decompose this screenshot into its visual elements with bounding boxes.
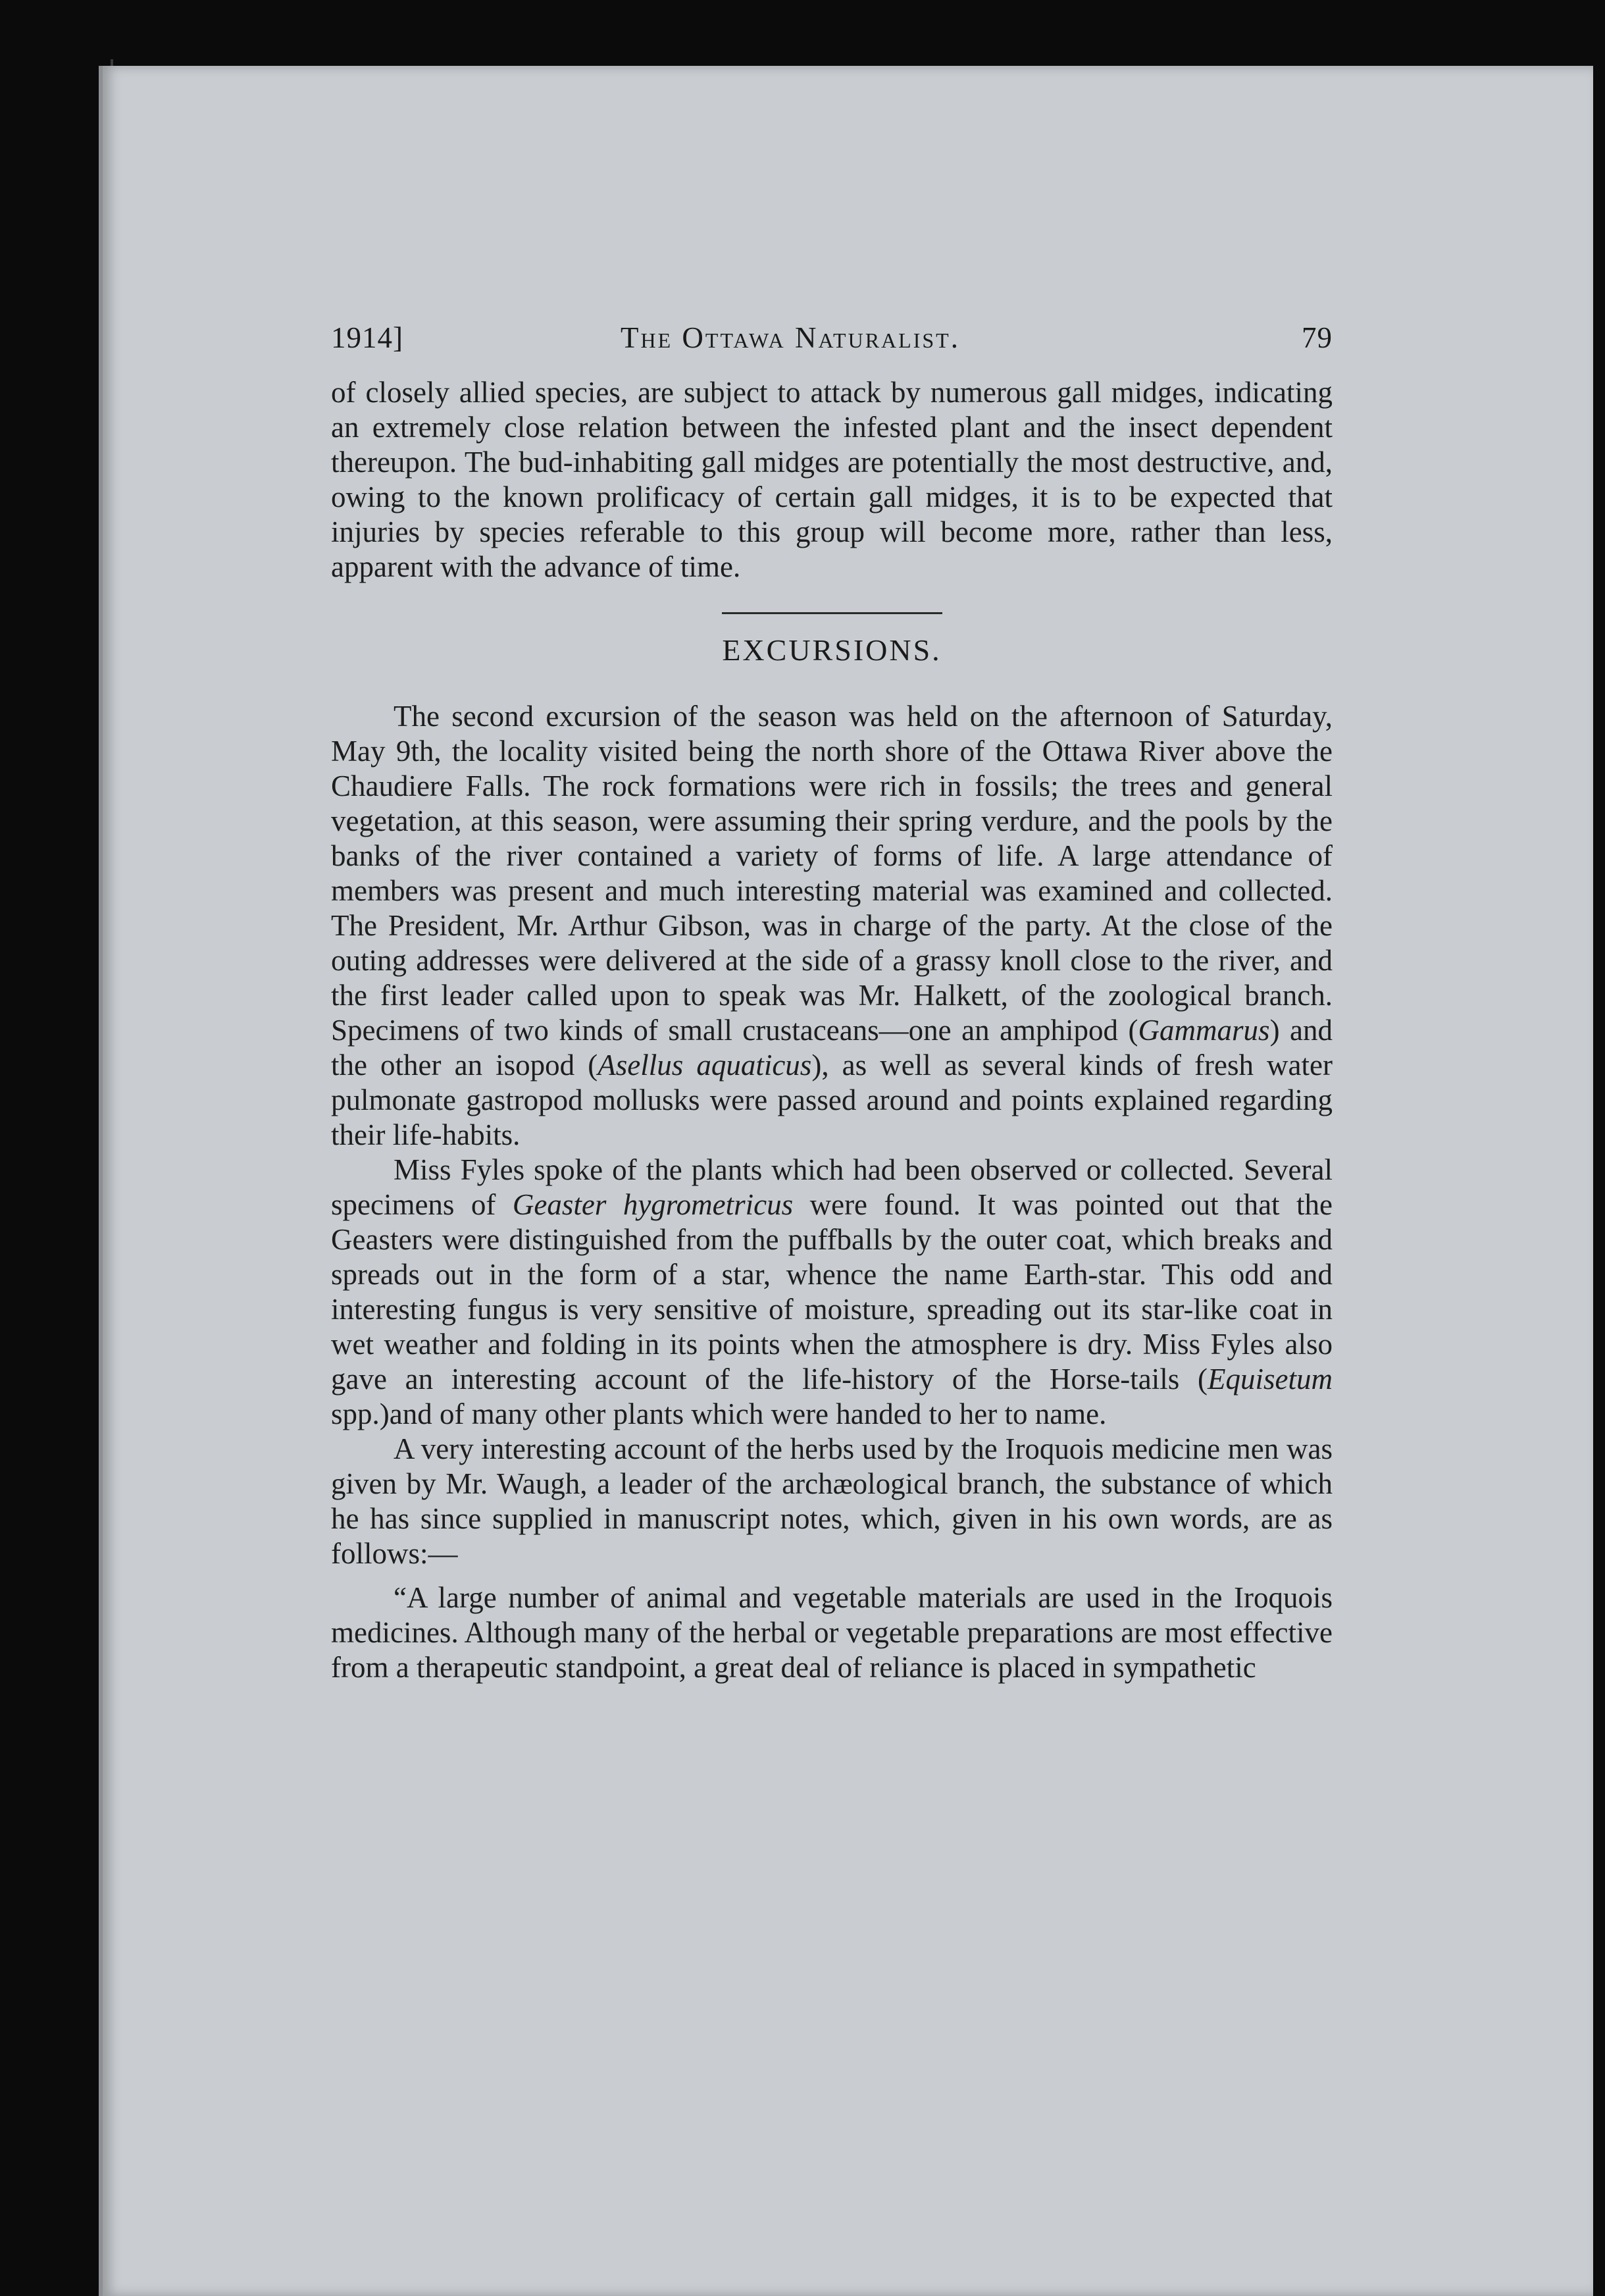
paragraph-waugh: A very interesting account of the herbs used by the Iroquois medicine men was given by Mr. Waugh, a leader of the archæological branch, the substance of which he has since supplied in manuscript notes, which, given in his own words, are as follows:—	[331, 1432, 1333, 1570]
paragraph-fyles-start: Miss Fyles spoke of the plants which had been observed or collected. Several specimens of	[331, 1153, 1333, 1221]
paragraph-excursion-mid: ) and the other an isopod (	[331, 1014, 1333, 1082]
paragraph-excursion-end: ), as well as several kinds of fresh water pulmonate gastropod mollusks were passed around and points explained regarding their life-habits.	[331, 1049, 1333, 1151]
section-divider	[722, 612, 942, 614]
page-number: 79	[1302, 321, 1333, 354]
italic-geaster: Geaster hygrometricus	[512, 1188, 794, 1221]
italic-equisetum: Equisetum	[1208, 1363, 1333, 1396]
paragraph-gall-midges: of closely allied species, are subject to attack by numerous gall midges, indicating an extremely close relation between the infested plant and the insect dependent thereupon. The bud-inhabiting gall midges are potentially the most destructive, and, owing to the known prolificacy of certain gall midges, it is to be expected that injuries by species referable to this group will become more, rather than less, apparent with the advance of time.	[331, 376, 1333, 583]
italic-asellus: Asellus aquaticus	[598, 1049, 812, 1082]
paragraph-excursion	[331, 699, 1333, 1153]
body-text	[331, 375, 1333, 1685]
header-year: 1914]	[331, 321, 403, 354]
paragraph-fyles-mid: were found. It was pointed out that the Geasters were distinguished from the puffballs by the outer coat, which breaks and spreads out in the form of a star, whence the name Earth-star. This odd and interesting fungus is very sensitive of moisture, spreading out its star-like coat in wet weather and folding in its points when the atmosphere is dry. Miss Fyles also gave an interesting account of the life-history of the Horse-tails (	[331, 1188, 1333, 1396]
header-journal-title: The Ottawa Naturalist.	[621, 321, 960, 354]
paragraph-fyles-end: spp.)and of many other plants which were handed to her to name.	[331, 1397, 1107, 1430]
paragraph-iroquois-quote: “A large number of animal and vegetable materials are used in the Iroquois medicines. Although many of the herbal or vegetable preparations are most effective from a therapeutic standpoint, a great deal of reliance is placed in sympathetic	[331, 1581, 1333, 1684]
section-title: EXCURSIONS.	[722, 633, 942, 667]
paragraph-miss-fyles	[331, 1153, 1333, 1432]
paragraph-excursion-text: The second excursion of the season was held on the afternoon of Saturday, May 9th, the locality visited being the north shore of the Ottawa River above the Chaudiere Falls. The rock formations were rich in fossils; the trees and general vegetation, at this season, were assuming their spring verdure, and the pools by the banks of the river contained a variety of forms of life. A large attendance of members was present and much interesting material was examined and collected. The President, Mr. Arthur Gibson, was in charge of the party. At the close of the outing addresses were delivered at the side of a grassy knoll close to the river, and the first leader called upon to speak was Mr. Halkett, of the zoological branch. Specimens of two kinds of small crustaceans—one an amphipod (	[331, 700, 1333, 1047]
italic-gammarus: Gammarus	[1138, 1014, 1270, 1047]
